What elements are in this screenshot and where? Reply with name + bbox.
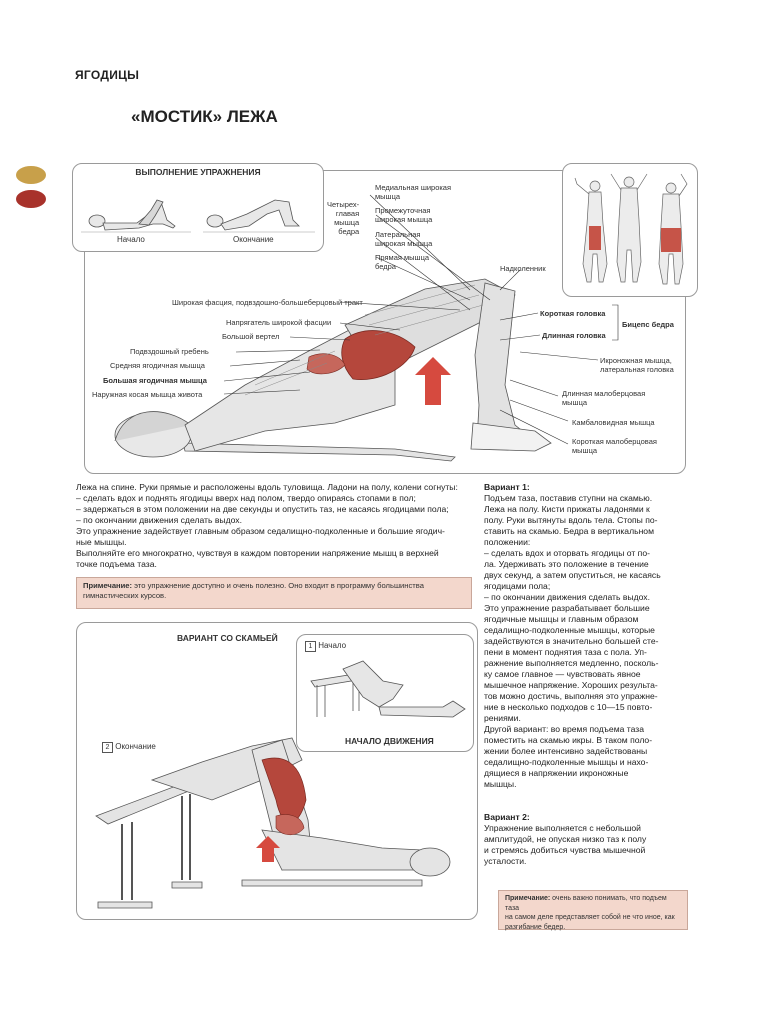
execution-title: ВЫПОЛНЕНИЕ УПРАЖНЕНИЯ	[135, 167, 261, 177]
label-fascia-lata: Широкая фасция, подвздошно-большеберцовый тракт	[172, 298, 363, 307]
label-rectus-femoris: Прямая мышца бедра	[375, 253, 430, 271]
label-patella: Надколенник	[500, 264, 546, 273]
note1-text2: гимнастических курсов.	[83, 591, 167, 600]
label-vastus-lateralis: Латеральная широкая мышца	[375, 230, 433, 248]
bench-end-illustration	[92, 720, 472, 912]
variant2-title: Вариант 2:	[484, 812, 530, 822]
bench-variant-title: ВАРИАНТ СО СКАМЬЕЙ	[177, 633, 278, 643]
label-tensor: Напрягатель широкой фасции	[226, 318, 332, 327]
note2-text: очень важно понимать, что подъем таза	[505, 895, 667, 912]
label-vastus-medialis: Медиальная широкая мышца	[375, 183, 452, 201]
variant1-title: Вариант 1:	[484, 482, 530, 492]
label-gastrocnemius: Икроножная мышца, латеральная головка	[600, 356, 674, 374]
label-vastus-intermedius: Промежуточная широкая мышца	[375, 206, 433, 224]
variant1-block: Вариант 1: Подъем таза, поставив ступни на скамью. Лежа на полу. Кисти прижаты ладонями к полу. Руки вытянуты вдоль тела. Стопы по- ставить на скамью. Бедра в вертикальном положении: – сделать вдох и оторвать ягодицы от по- ла. Удерживать это положение в течение двух секунд, а затем опуститься, не касаясь ягодицами пола; – по окончании движения сделать выдох. Это упражнение разрабатывает большие ягодичные мышцы и главным образом седалищно-подколенные мышцы, которые задействуются в значительно большей сте- пени в момент поднятия таза с пола. Уп- ражнение выполняется медленно, посколь- ку самое главное — чувствовать явное мышечное напряжение. Хороших результа- тов можно достичь, выполняя это упражне- ние в несколько подходов с 10—15 повто- рениями. Другой вариант: во время подъема таза поместить на скамью икры. В таком поло- жении более интенсивно задействованы седалищно-подколенные мышцы и нахо- дящиеся в напряжении икроножные мышцы.	[484, 482, 694, 790]
note2-text2: на самом деле представляет собой не что иное, как	[505, 914, 675, 921]
exercise-description: Лежа на спине. Руки прямые и расположены вдоль туловища. Ладони на полу, колени согнуты: – сделать вдох и поднять ягодицы вверх над полом, твердо опираясь стопами в пол; – задержаться в этом положении на две секунды и опустить таз, не касаясь ягодицами пола; – по окончании движения сделать выдох. Это упражнение задействует главным образом седалищно-подколенные и большие ягодич- ные мышцы. Выполняйте его многократно, чувствуя в каждом повторении напряжение мышц в верхней точке подъема таза.	[76, 482, 458, 569]
end-caption: Окончание	[233, 235, 274, 244]
label-soleus: Камбаловидная мышца	[572, 418, 655, 427]
note-box-1	[76, 577, 472, 609]
note1-text: это упражнение доступно и очень полезно. Оно входит в программу большинства	[132, 581, 424, 590]
note-box-2	[498, 890, 688, 930]
note1-label: Примечание:	[83, 581, 133, 590]
step2-number: 2	[102, 742, 113, 753]
bench-start-figure	[303, 651, 469, 727]
note2-label: Примечание:	[505, 895, 551, 902]
start-caption: Начало	[117, 235, 145, 244]
label-biceps: Бицепс бедра	[622, 320, 674, 329]
label-external-oblique: Наружная косая мышца живота	[92, 390, 203, 399]
label-iliac-crest: Подвздошный гребень	[130, 347, 209, 356]
variant2-block: Вариант 2: Упражнение выполняется с небольшой амплитудой, не опуская низко таз к полу и стремясь добиться чувства мышечной усталости.	[484, 812, 694, 867]
step1-number: 1	[305, 641, 316, 652]
label-long-head: Длинная головка	[542, 331, 606, 340]
label-gluteus-medius: Средняя ягодичная мышца	[110, 361, 205, 370]
step1-label: Начало	[318, 641, 347, 650]
label-peroneus-longus: Длинная малоберцовая мышца	[562, 389, 646, 407]
label-peroneus-brevis: Короткая малоберцовая мышца	[572, 437, 657, 455]
label-short-head: Короткая головка	[540, 309, 606, 318]
step2-label: Окончание	[115, 742, 156, 751]
label-quad-group: Четырех- главая мышца бедра	[327, 200, 360, 236]
label-gluteus-maximus: Большая ягодичная мышца	[103, 376, 207, 385]
start-movement-caption: НАЧАЛО ДВИЖЕНИЯ	[345, 736, 434, 746]
page-title: «МОСТИК» ЛЕЖА	[131, 107, 278, 126]
label-trochanter: Большой вертел	[222, 332, 280, 341]
note2-text3: разгибание бедер.	[505, 923, 566, 931]
section-heading: ЯГОДИЦЫ	[75, 68, 140, 82]
